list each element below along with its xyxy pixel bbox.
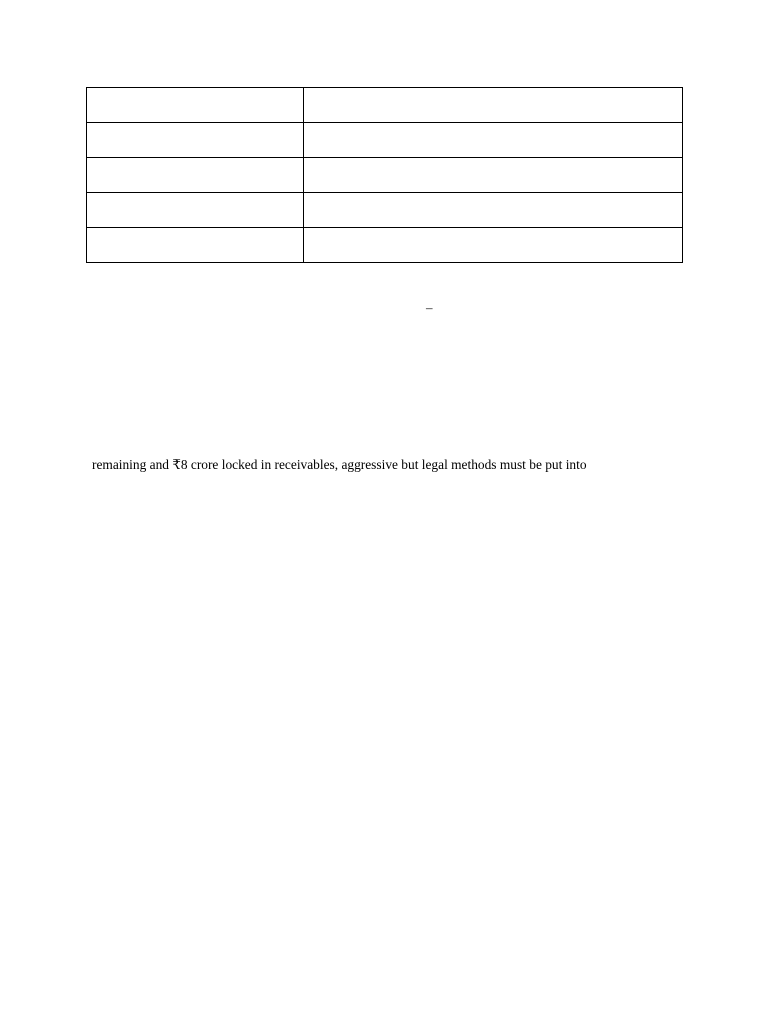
table-cell <box>87 88 304 123</box>
data-table <box>86 87 683 263</box>
table-row <box>87 193 683 228</box>
body-text-line: remaining and ₹8 crore locked in receivables, aggressive but legal methods must be put into <box>92 457 587 472</box>
table-cell <box>87 123 304 158</box>
table-cell <box>304 228 683 263</box>
table-cell <box>304 123 683 158</box>
table-cell <box>304 193 683 228</box>
table-row <box>87 228 683 263</box>
table-cell <box>87 193 304 228</box>
table-row <box>87 123 683 158</box>
table-cell <box>87 158 304 193</box>
table-cell <box>304 88 683 123</box>
dash-mark: – <box>426 300 433 315</box>
table-cell <box>87 228 304 263</box>
table-row <box>87 158 683 193</box>
table-cell <box>304 158 683 193</box>
table-row <box>87 88 683 123</box>
